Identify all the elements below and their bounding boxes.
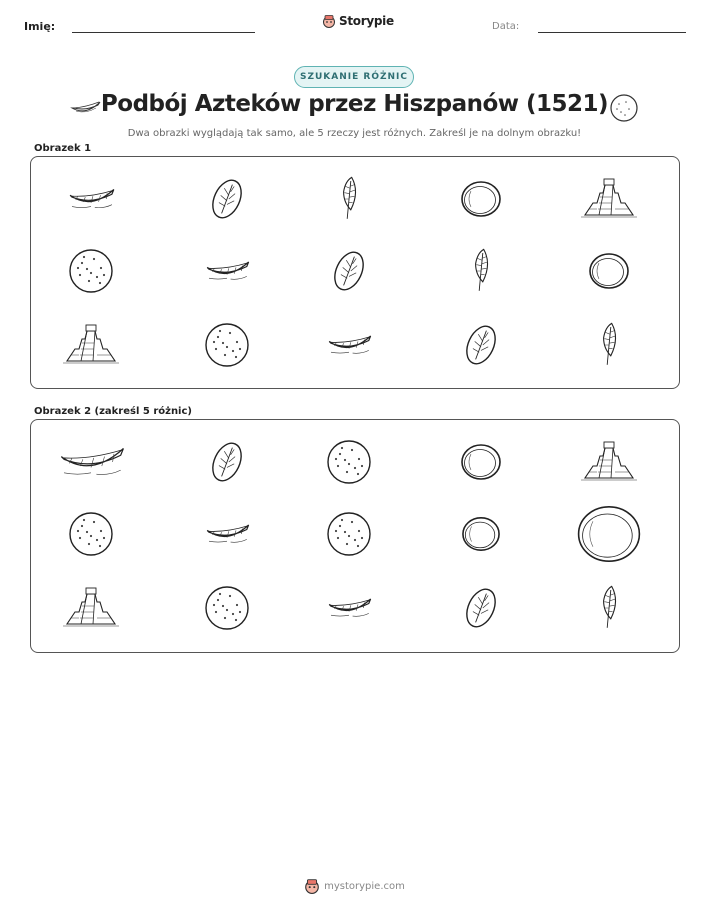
gold-coin-icon xyxy=(462,182,500,216)
canoe-icon xyxy=(70,190,114,208)
canoe-icon xyxy=(207,262,248,279)
picture-1-panel xyxy=(30,156,680,389)
brand-name: Storypie xyxy=(339,14,394,28)
canoe-icon xyxy=(329,336,370,353)
category-badge: SZUKANIE RÓŻNIC xyxy=(294,66,414,88)
feather-icon xyxy=(604,323,616,364)
cocoa-bean-icon xyxy=(207,176,247,223)
gold-coin-icon[interactable] xyxy=(462,445,500,479)
cocoa-bean-icon[interactable] xyxy=(461,585,501,632)
footer-url: mystorypie.com xyxy=(324,880,405,892)
pyramid-icon[interactable] xyxy=(581,442,637,480)
picture-grid[interactable] xyxy=(31,420,681,654)
footer xyxy=(0,878,709,894)
tortilla-icon xyxy=(206,324,248,366)
name-label: Imię: xyxy=(24,20,56,33)
tortilla-icon xyxy=(70,250,112,292)
worksheet-header xyxy=(0,14,709,44)
date-label: Data: xyxy=(492,21,520,32)
panel-2-label: Obrazek 2 (zakreśl 5 różnic) xyxy=(34,406,192,417)
cocoa-bean-icon[interactable] xyxy=(207,439,247,486)
storypie-logo-icon xyxy=(322,14,336,28)
page-title: Podbój Azteków przez Hiszpanów (1521) xyxy=(100,91,609,117)
date-field[interactable] xyxy=(538,32,686,33)
cocoa-bean-icon xyxy=(461,322,501,369)
tortilla-icon[interactable] xyxy=(70,513,112,555)
brand-logo xyxy=(322,14,394,28)
feather-icon xyxy=(344,177,356,218)
pyramid-icon[interactable] xyxy=(63,588,119,626)
picture-2-panel[interactable] xyxy=(30,419,680,653)
tortilla-icon xyxy=(609,93,639,123)
tortilla-icon[interactable] xyxy=(328,513,370,555)
panel-1-label: Obrazek 1 xyxy=(34,143,92,154)
cocoa-bean-icon xyxy=(329,248,369,295)
storypie-logo-icon xyxy=(304,878,320,894)
gold-coin-icon[interactable] xyxy=(579,507,640,561)
title-row xyxy=(0,90,709,126)
feather-icon[interactable] xyxy=(604,586,616,627)
name-field[interactable] xyxy=(72,32,255,33)
tortilla-icon[interactable] xyxy=(328,441,370,483)
gold-coin-icon[interactable] xyxy=(463,518,499,550)
picture-grid xyxy=(31,157,681,390)
pyramid-icon xyxy=(581,179,637,217)
instructions: Dwa obrazki wyglądają tak samo, ale 5 rzeczy jest różnych. Zakreśl je na dolnym obrazku! xyxy=(127,128,582,139)
tortilla-icon[interactable] xyxy=(206,587,248,629)
feather-icon xyxy=(476,249,488,290)
pyramid-icon xyxy=(63,325,119,363)
canoe-icon[interactable] xyxy=(329,599,370,616)
gold-coin-icon xyxy=(590,254,628,288)
canoe-icon[interactable] xyxy=(207,525,248,542)
canoe-icon[interactable] xyxy=(61,449,123,475)
